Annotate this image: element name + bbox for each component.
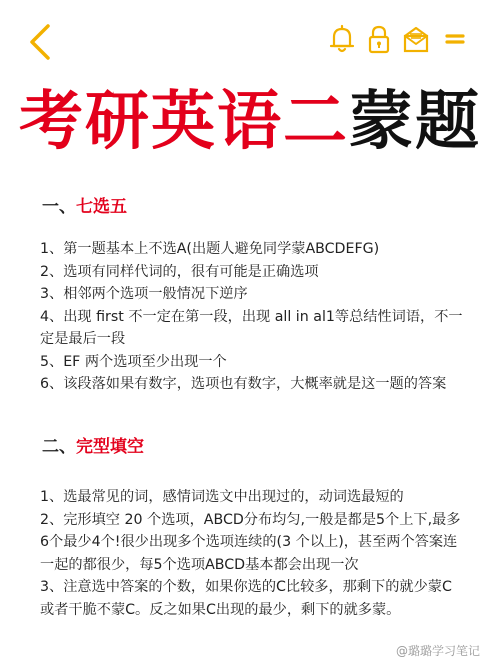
author-watermark: @璐璐学习笔记 xyxy=(395,644,480,658)
mail-icon[interactable] xyxy=(402,24,430,54)
list-item: 5、EF 两个选项至少出现一个 xyxy=(40,353,227,370)
section-prefix: 一、 xyxy=(42,197,76,217)
back-chevron-icon[interactable] xyxy=(26,22,56,62)
title-black-part: 蒙题 xyxy=(349,85,481,159)
section-heading-label: 完型填空 xyxy=(76,437,144,457)
section1-list xyxy=(40,238,464,396)
title-red-part: 考研英语二 xyxy=(19,85,349,159)
list-item: 3、注意选中答案的个数，如果你选的C比较多，那剩下的就少蒙C或者干脆不蒙C。反之如果C出现的最少，剩下的就多蒙。 xyxy=(40,579,452,618)
list-item: 4、出现 first 不一定在第一段，出现 all in al1等总结性词语，不一定是最后一段 xyxy=(40,308,463,347)
section-heading-label: 七选五 xyxy=(76,197,127,217)
section-heading-seven-choose-five xyxy=(42,192,127,217)
section-prefix: 二、 xyxy=(42,437,76,457)
list-item: 2、选项有同样代词的，很有可能是正确选项 xyxy=(40,263,319,280)
top-toolbar xyxy=(0,0,500,80)
menu-icon[interactable] xyxy=(443,24,467,54)
section2-list xyxy=(40,486,464,621)
bell-icon[interactable] xyxy=(328,24,356,54)
list-item: 3、相邻两个选项一般情况下逆序 xyxy=(40,286,248,302)
list-item: 1、第一题基本上不选A(出题人避免同学蒙ABCDEFG) xyxy=(40,241,380,257)
page-title xyxy=(0,82,500,162)
lock-icon[interactable] xyxy=(365,24,393,54)
list-item: 1、选最常见的词，感情词选文中出现过的，动词选最短的 xyxy=(40,489,404,505)
section-heading-cloze xyxy=(42,432,144,457)
list-item: 2、完形填空 20 个选项，ABCD分布均匀,一般是都是5个上下,最多6个最少4个!很少出现多个选项连续的(3 个以上)，甚至两个答案连一起的都很少，每5个选项ABCD基本都会出现一次 xyxy=(40,511,461,573)
list-item: 6、该段落如果有数字，选项也有数字，大概率就是这一题的答案 xyxy=(40,376,447,392)
